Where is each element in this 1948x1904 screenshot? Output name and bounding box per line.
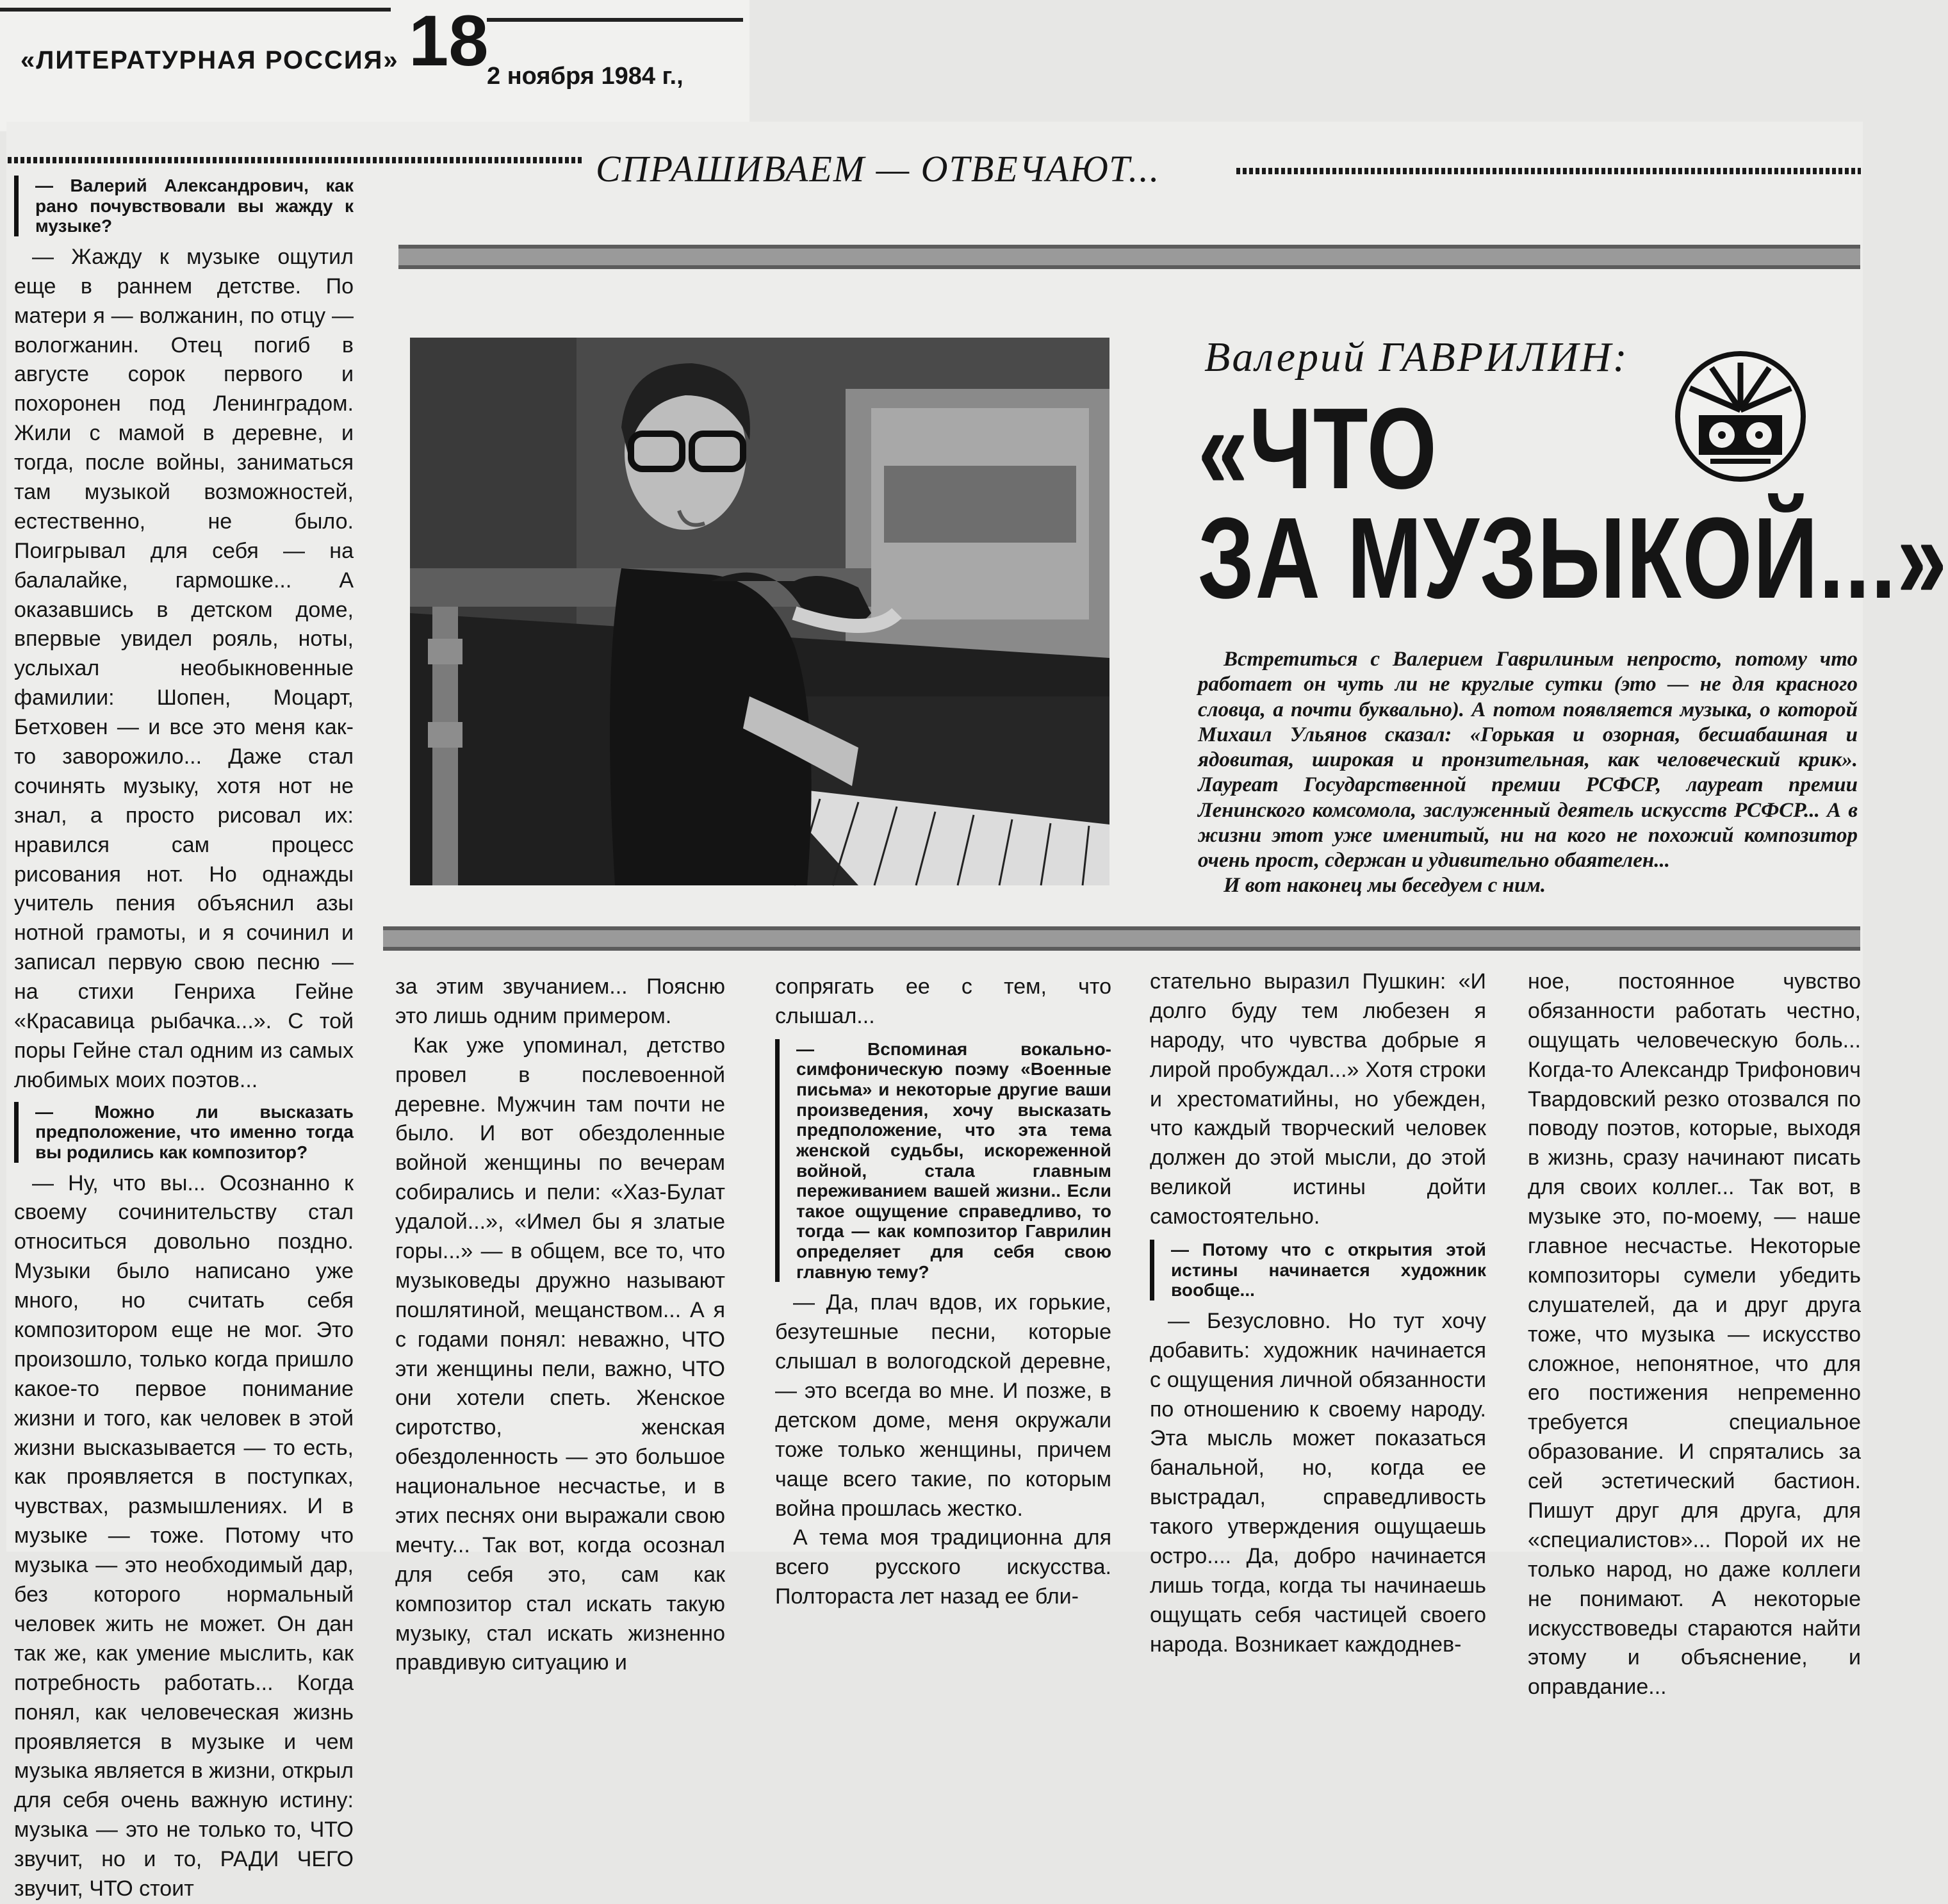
column-1 [14, 173, 354, 1904]
author-name: Валерий ГАВРИЛИН: [1204, 334, 1629, 381]
column-4-paragraph-2: — Безусловно. Но тут хочу добавить: художник начинается с ощущения личной обязанности по отношению к своему народу. Эта мысль может показаться банальной, но, когда ее выстрадал, справедливость такого утверждения ощущаешь остро.... Да, добро начинается лишь тогда, когда ты начинаешь ощущать себя частицей своего народа. Возникает каждоднев- [1150, 1308, 1486, 1657]
masthead-rule-left [0, 8, 391, 12]
column-3 [775, 973, 1111, 1612]
lead-text: Встретиться с Валерием Гаврилиным непросто, потому что работает он чуть ли не круглые сутки (это — не для красного словца, а почти буквально). А потом появляется музыка, о которой Михаил Ульянов сказал: «Горькая и озорная, бесшабашная и ядовитая, широкая и пронзительная, как человеческий крик». Лауреат Государственной премии РСФСР, лауреат премии Ленинского комсомола, заслуженный деятель искусств РСФСР... А в жизни этот уже именитый, ни на кого не похожий композитор очень прост, сдержан и удивительно обаятелен... [1198, 648, 1858, 873]
composer-photo [410, 338, 1109, 885]
column-2-paragraph-2: Как уже упоминал, детство провел в послевоенной деревне. Мужчин там почти не было. И вот обездоленные войной женщины по вечерам собирались и пели: «Хаз-Булат удалой...», «Имел бы я златые горы...» — в общем, все то, что музыковеды дружно называют пошлятиной, мещанством... А я с годами понял: неважно, ЧТО эти женщины пели, важно, ЧТО они хотели спеть. Женское сиротство, женская обездоленность — это большое национальное несчастье, и в этих песнях они выражали свою мечту... Так вот, когда осознал для себя это, сам как композитор стал искать такую музыку, стал искать жизненно правдивую ситуацию и [395, 1033, 725, 1675]
photo-illustration [410, 338, 1109, 885]
column-4-question: — Потому что с открытия этой истины начинается художник вообще... [1150, 1240, 1486, 1301]
answer-1: — Жажду к музыке ощутил еще в раннем детстве. По матери я — волжанин, по отцу — вологжанин. Отец погиб в августе сорок первого и похоронен под Ленинградом. Жили с мамой в деревне, и тогда, после войны, заниматься там музыкой возможностей, естественно, не было. Поигрывал для себя — на балалайке, гармошке... А оказавшись в детском доме, впервые увидел рояль, ноты, услыхал необыкновенные фамилии: Шопен, Моцарт, Бетховен — и все это меня как-то заворожило... Даже стал сочинять музыку, хотя нот не знал, а просто рисовал их: нравился сам процесс рисования нот. Но однажды учитель пения объяснил азы нотной грамоты, и я сочинил и записал первую свою песню — на стихи Генриха Гейне «Красавица рыбачка...». С той поры Гейне стал одним из самых любимых моих поэтов... [14, 244, 354, 1092]
question-2: — Можно ли высказать предположение, что именно тогда вы родились как композитор? [14, 1102, 354, 1163]
masthead-rule-right [487, 18, 743, 22]
tape-reel-emblem-icon [1672, 351, 1810, 482]
headline-line-2: ЗА МУЗЫКОЙ...» [1198, 494, 1948, 623]
lead-paragraph [1198, 647, 1858, 899]
page-number: 18 [409, 1, 489, 81]
headline-line-1: «ЧТО [1198, 384, 1438, 513]
rubric-title: СПРАШИВАЕМ — ОТВЕЧАЮТ... [596, 148, 1161, 190]
column-5 [1528, 967, 1861, 1702]
lead-closing: И вот наконец мы беседуем с ним. [1224, 874, 1546, 898]
rubric-rule-right [1236, 168, 1861, 174]
column-3-question: — Вспоминая вокально-симфоническую поэму «Военные письма» и некоторые другие ваши произведения, хочу высказать предположение, что эта тема женской судьбы, искореженной войной, стала главным переживанием вашей жизни.. Если такое ощущение справедливо, то тогда — как композитор Гаврилин определяет для себя свою главную тему? [775, 1039, 1111, 1283]
column-3-paragraph-3: А тема моя традиционна для всего русского искусства. Полтораста лет назад ее бли- [775, 1525, 1111, 1609]
headline [1198, 384, 1948, 623]
top-grey-band [398, 245, 1860, 269]
column-3-paragraph-2: — Да, плач вдов, их горькие, безутешные песни, которые слышал в вологодской деревне, — это всегда во мне. И позже, в детском доме, меня окружали тоже только женщины, причем чаще всего такие, по которым война прошлась жестко. [775, 1290, 1111, 1521]
rubric-rule-left [8, 157, 584, 163]
column-4 [1150, 967, 1486, 1660]
column-3-paragraph-1: сопрягать ее с тем, что слышал... [775, 974, 1111, 1028]
masthead-strip [0, 0, 749, 131]
question-1: — Валерий Александрович, как рано почувствовали вы жажду к музыке? [14, 176, 354, 236]
answer-2: — Ну, что вы... Осознанно к своему сочинительству стал относиться довольно поздно. Музыки было написано уже много, но считать себя композитором еще не мог. Это произошло, только когда пришло какое-то первое понимание жизни и того, как человек в этой жизни высказывается — то есть, как проявляется в поступках, чувствах, размышлениях. И в музыке — тоже. Потому что музыка — это необходимый дар, без которого нормальный человек жить не может. Он дан так же, как умение мыслить, как потребность работать... Когда понял, как человеческая жизнь проявляется в музыке и чем музыка является в жизни, открыл для себя очень важную истину: музыка — это не только то, ЧТО звучит, но и то, РАДИ ЧЕГО звучит, ЧТО стоит [14, 1170, 354, 1901]
publication-name: «ЛИТЕРАТУРНАЯ РОССИЯ» [20, 46, 399, 74]
issue-date: 2 ноября 1984 г., [487, 63, 683, 90]
column-2 [395, 973, 725, 1678]
column-4-paragraph-1: стательно выразил Пушкин: «И долго буду тем любезен я народу, что чувства добрые я лирой пробуждал...» Хотя строки и хрестоматийны, но убежден, что каждый творческий человек должен до этой мысли, до этой великой истины дойти самостоятельно. [1150, 969, 1486, 1229]
bottom-grey-band [383, 926, 1860, 951]
column-5-paragraph-1: ное, постоянное чувство обязанности работать честно, ощущать человеческую боль... Когда-то Александр Трифонович Твардовский резко отозвался по поводу поэтов, которые, выходя в жизнь, сразу начинают писать для своих коллег... Так вот, в музыке это, по-моему, — наше главное несчастье. Некоторые композиторы сумели убедить слушателей, да и друг друга тоже, что музыка — искусство сложное, непонятное, что для его постижения непременно требуется специальное образование. И спрятались за сей эстетический бастион. Пишут друг для друга, для «специалистов»... Порой их не только народ, но даже коллеги не понимают. А некоторые искусствоведы стараются найти этому и объяснение, и оправдание... [1528, 969, 1861, 1700]
column-2-paragraph-1: за этим звучанием... Поясню это лишь одним примером. [395, 974, 725, 1028]
